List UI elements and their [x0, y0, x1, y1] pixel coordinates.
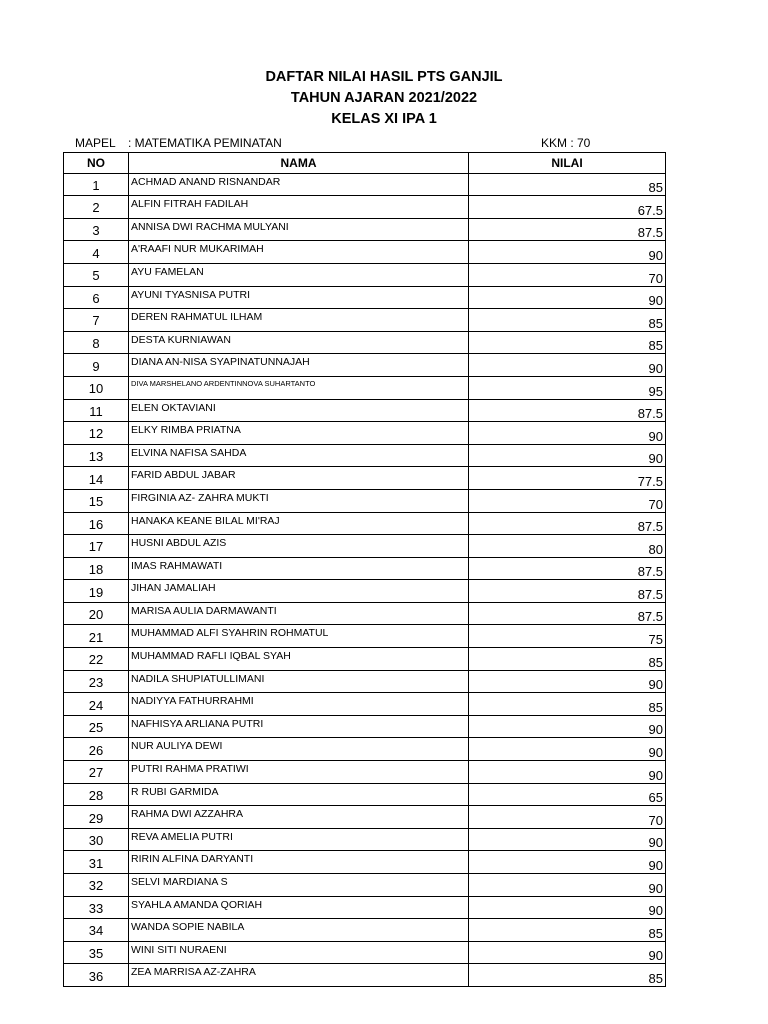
row-number: 31 — [64, 851, 129, 874]
table-row — [64, 286, 666, 309]
row-number: 17 — [64, 535, 129, 558]
table-row — [64, 535, 666, 558]
table-row — [64, 919, 666, 942]
grade-value: 90 — [469, 422, 666, 445]
grade-value: 87.5 — [469, 580, 666, 603]
student-name: A'RAAFI NUR MUKARIMAH — [129, 241, 469, 264]
student-name: MUHAMMAD RAFLI IQBAL SYAH — [129, 648, 469, 671]
mapel-label: MAPEL — [75, 136, 116, 150]
table-header-row — [64, 153, 666, 174]
row-number: 13 — [64, 444, 129, 467]
row-number: 11 — [64, 399, 129, 422]
student-name: NAFHISYA ARLIANA PUTRI — [129, 715, 469, 738]
grade-value: 87.5 — [469, 557, 666, 580]
row-number: 19 — [64, 580, 129, 603]
student-name: AYUNI TYASNISA PUTRI — [129, 286, 469, 309]
grade-value: 90 — [469, 670, 666, 693]
student-name: ZEA MARRISA AZ-ZAHRA — [129, 964, 469, 987]
grade-value: 85 — [469, 309, 666, 332]
student-name: MUHAMMAD ALFI SYAHRIN ROHMATUL — [129, 625, 469, 648]
header-nama: NAMA — [129, 153, 469, 174]
row-number: 21 — [64, 625, 129, 648]
table-row — [64, 263, 666, 286]
grade-value: 90 — [469, 241, 666, 264]
grade-value: 77.5 — [469, 467, 666, 490]
row-number: 28 — [64, 783, 129, 806]
table-row — [64, 851, 666, 874]
grade-value: 85 — [469, 331, 666, 354]
table-row — [64, 196, 666, 219]
student-name: DEREN RAHMATUL ILHAM — [129, 309, 469, 332]
row-number: 14 — [64, 467, 129, 490]
row-number: 36 — [64, 964, 129, 987]
table-row — [64, 896, 666, 919]
grade-value: 90 — [469, 941, 666, 964]
student-name: DIANA AN-NISA SYAPINATUNNAJAH — [129, 354, 469, 377]
table-row — [64, 738, 666, 761]
table-row — [64, 444, 666, 467]
row-number: 30 — [64, 828, 129, 851]
row-number: 27 — [64, 761, 129, 784]
table-row — [64, 670, 666, 693]
student-name: IMAS RAHMAWATI — [129, 557, 469, 580]
table-row — [64, 828, 666, 851]
grade-value: 70 — [469, 806, 666, 829]
student-name: ELKY RIMBA PRIATNA — [129, 422, 469, 445]
grade-value: 80 — [469, 535, 666, 558]
table-row — [64, 715, 666, 738]
table-row — [64, 331, 666, 354]
table-row — [64, 489, 666, 512]
student-name: RAHMA DWI AZZAHRA — [129, 806, 469, 829]
table-row — [64, 376, 666, 399]
row-number: 1 — [64, 173, 129, 196]
table-row — [64, 941, 666, 964]
student-name: NUR AULIYA DEWI — [129, 738, 469, 761]
student-name: SELVI MARDIANA S — [129, 874, 469, 897]
row-number: 6 — [64, 286, 129, 309]
grade-value: 90 — [469, 715, 666, 738]
student-name: RIRIN ALFINA DARYANTI — [129, 851, 469, 874]
student-name: FARID ABDUL JABAR — [129, 467, 469, 490]
student-name: WINI SITI NURAENI — [129, 941, 469, 964]
grade-value: 90 — [469, 444, 666, 467]
document-title — [0, 67, 768, 130]
meta-row — [0, 134, 768, 152]
student-name: FIRGINIA AZ- ZAHRA MUKTI — [129, 489, 469, 512]
grades-table — [63, 152, 666, 987]
title-line-1: DAFTAR NILAI HASIL PTS GANJIL — [265, 69, 503, 85]
row-number: 23 — [64, 670, 129, 693]
kkm-value: KKM : 70 — [541, 136, 591, 150]
row-number: 22 — [64, 648, 129, 671]
grade-value: 75 — [469, 625, 666, 648]
student-name: PUTRI RAHMA PRATIWI — [129, 761, 469, 784]
student-name: R RUBI GARMIDA — [129, 783, 469, 806]
grade-value: 90 — [469, 851, 666, 874]
table-row — [64, 309, 666, 332]
row-number: 4 — [64, 241, 129, 264]
table-row — [64, 693, 666, 716]
grade-value: 70 — [469, 263, 666, 286]
table-row — [64, 354, 666, 377]
table-row — [64, 648, 666, 671]
title-line-2: TAHUN AJARAN 2021/2022 — [290, 90, 478, 106]
student-name: HANAKA KEANE BILAL MI'RAJ — [129, 512, 469, 535]
student-name: ANNISA DWI RACHMA MULYANI — [129, 218, 469, 241]
row-number: 26 — [64, 738, 129, 761]
table-row — [64, 602, 666, 625]
student-name: NADILA SHUPIATULLIMANI — [129, 670, 469, 693]
grade-value: 85 — [469, 173, 666, 196]
student-name: MARISA AULIA DARMAWANTI — [129, 602, 469, 625]
row-number: 10 — [64, 376, 129, 399]
row-number: 12 — [64, 422, 129, 445]
grade-value: 70 — [469, 489, 666, 512]
table-row — [64, 761, 666, 784]
student-name: JIHAN JAMALIAH — [129, 580, 469, 603]
table-row — [64, 241, 666, 264]
grade-value: 90 — [469, 828, 666, 851]
table-row — [64, 874, 666, 897]
row-number: 29 — [64, 806, 129, 829]
title-line-3: KELAS XI IPA 1 — [331, 111, 437, 127]
row-number: 35 — [64, 941, 129, 964]
student-name: AYU FAMELAN — [129, 263, 469, 286]
row-number: 20 — [64, 602, 129, 625]
table-row — [64, 580, 666, 603]
student-name: HUSNI ABDUL AZIS — [129, 535, 469, 558]
student-name: ELVINA NAFISA SAHDA — [129, 444, 469, 467]
student-name: NADIYYA FATHURRAHMI — [129, 693, 469, 716]
row-number: 5 — [64, 263, 129, 286]
student-name: ACHMAD ANAND RISNANDAR — [129, 173, 469, 196]
grade-value: 90 — [469, 874, 666, 897]
table-row — [64, 173, 666, 196]
table-row — [64, 467, 666, 490]
student-name: REVA AMELIA PUTRI — [129, 828, 469, 851]
grade-value: 65 — [469, 783, 666, 806]
grade-value: 90 — [469, 761, 666, 784]
grade-value: 90 — [469, 738, 666, 761]
row-number: 24 — [64, 693, 129, 716]
row-number: 18 — [64, 557, 129, 580]
table-body — [64, 173, 666, 986]
row-number: 16 — [64, 512, 129, 535]
row-number: 9 — [64, 354, 129, 377]
table-row — [64, 625, 666, 648]
header-nilai: NILAI — [469, 153, 666, 174]
table-row — [64, 422, 666, 445]
table-row — [64, 557, 666, 580]
table-row — [64, 964, 666, 987]
row-number: 34 — [64, 919, 129, 942]
row-number: 7 — [64, 309, 129, 332]
student-name: WANDA SOPIE NABILA — [129, 919, 469, 942]
header-no: NO — [64, 153, 129, 174]
student-name: DIVA MARSHELANO ARDENTINNOVA SUHARTANTO — [129, 376, 469, 399]
grade-value: 95 — [469, 376, 666, 399]
student-name: ELEN OKTAVIANI — [129, 399, 469, 422]
grade-value: 85 — [469, 693, 666, 716]
grade-value: 85 — [469, 964, 666, 987]
grade-value: 90 — [469, 286, 666, 309]
grade-value: 85 — [469, 648, 666, 671]
student-name: SYAHLA AMANDA QORIAH — [129, 896, 469, 919]
row-number: 2 — [64, 196, 129, 219]
grade-value: 85 — [469, 919, 666, 942]
table-row — [64, 218, 666, 241]
grade-value: 90 — [469, 354, 666, 377]
row-number: 25 — [64, 715, 129, 738]
grade-value: 90 — [469, 896, 666, 919]
row-number: 15 — [64, 489, 129, 512]
grade-value: 87.5 — [469, 399, 666, 422]
student-name: ALFIN FITRAH FADILAH — [129, 196, 469, 219]
row-number: 32 — [64, 874, 129, 897]
row-number: 8 — [64, 331, 129, 354]
grade-value: 87.5 — [469, 602, 666, 625]
row-number: 3 — [64, 218, 129, 241]
mapel-value: : MATEMATIKA PEMINATAN — [128, 136, 282, 150]
student-name: DESTA KURNIAWAN — [129, 331, 469, 354]
grade-value: 87.5 — [469, 512, 666, 535]
table-row — [64, 783, 666, 806]
grade-value: 67.5 — [469, 196, 666, 219]
grade-value: 87.5 — [469, 218, 666, 241]
table-row — [64, 512, 666, 535]
table-row — [64, 399, 666, 422]
row-number: 33 — [64, 896, 129, 919]
table-row — [64, 806, 666, 829]
